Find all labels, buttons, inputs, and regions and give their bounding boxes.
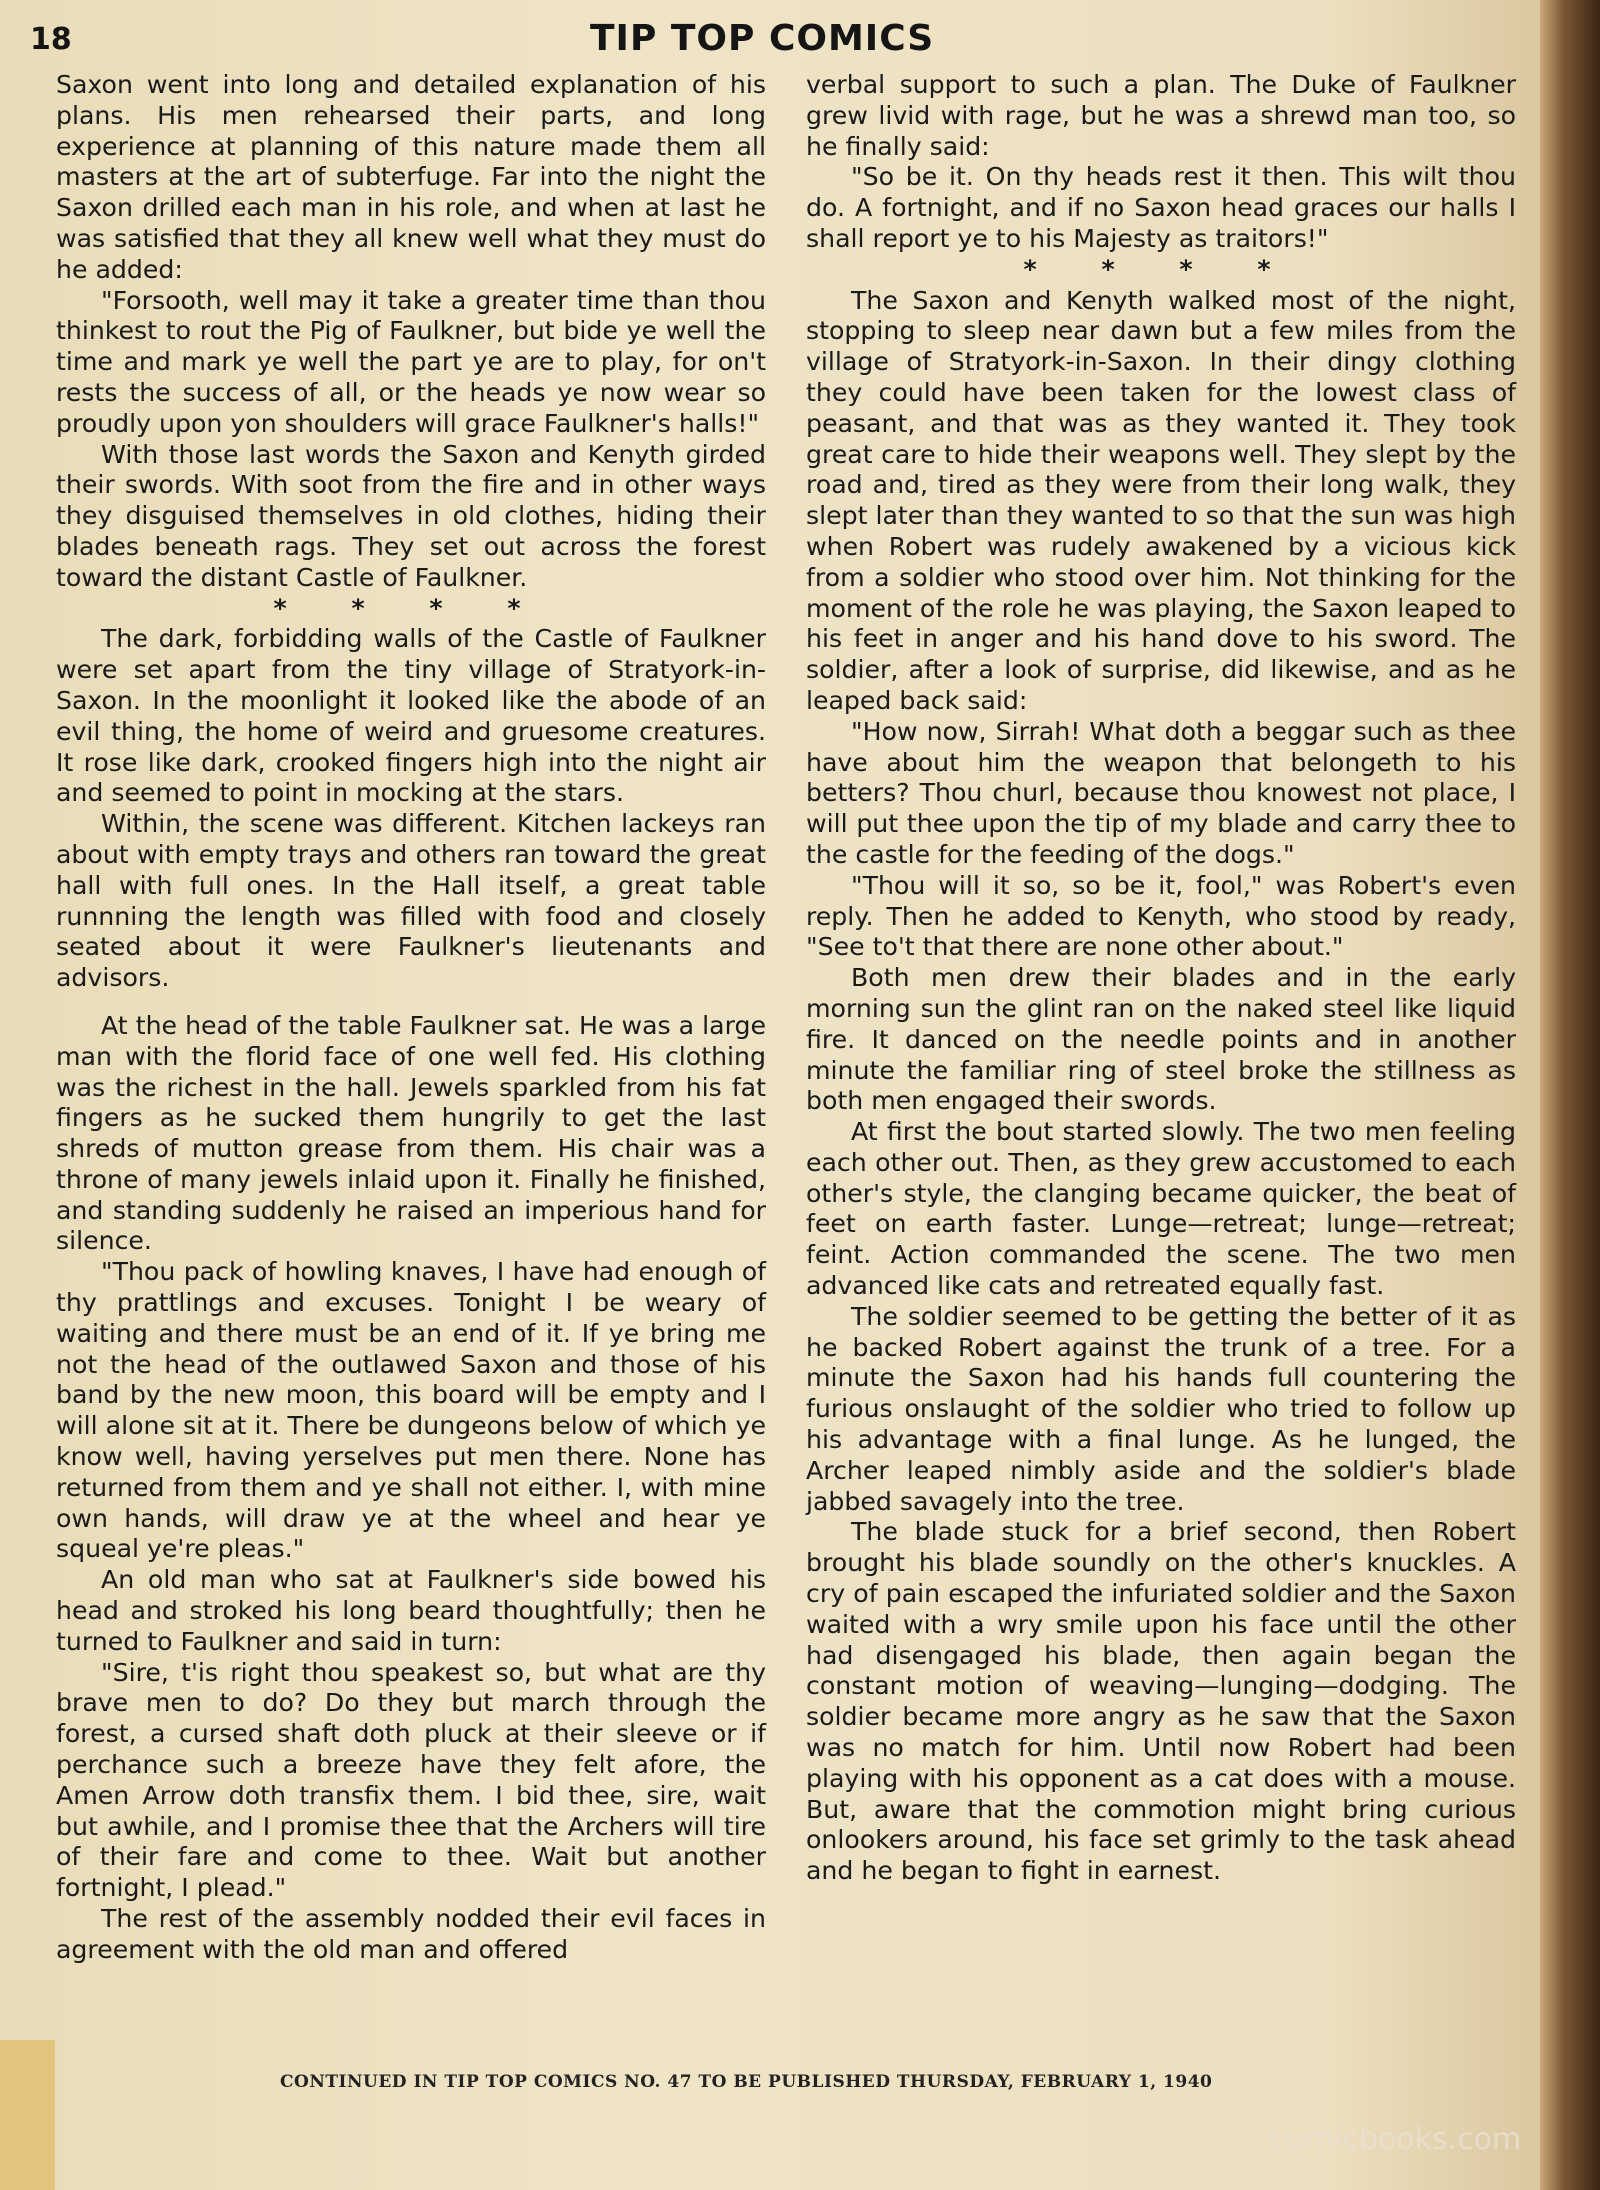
paragraph: "So be it. On thy heads rest it then. This wilt thou do. A fortnight, and if no Saxon head graces our halls I shall report ye to his Majesty as traitors!" xyxy=(806,162,1516,253)
paragraph: The Saxon and Kenyth walked most of the night, stopping to sleep near dawn but a few miles from the village of Stratyork-in-Saxon. In their dingy clothing they could have been taken for the lowest class of peasant, and that was as they wanted it. They took great care to hide their weapons well. They slept by the road and, tired as they were from their long walk, they slept later than they wanted to so that the sun was high when Robert was rudely awakened by a vicious kick from a soldier who stood over him. Not thinking for the moment of the role he was playing, the Saxon leaped to his feet in anger and his hand dove to his sword. The soldier, after a look of surprise, did likewise, and as he leaped back said: xyxy=(806,285,1516,715)
continued-notice: CONTINUED IN TIP TOP COMICS NO. 47 TO BE PUBLISHED THURSDAY, FEBRUARY 1, 1940 xyxy=(280,2072,1213,2092)
paragraph: "Forsooth, well may it take a greater time than thou thinkest to rout the Pig of Faulkner, but bide ye well the time and mark ye well the part ye are to play, for on't rests the success of all, or the heads ye now wear so proudly upon yon shoulders will grace Faulkner's halls!" xyxy=(56,285,766,438)
section-separator: * * * * xyxy=(1023,254,1299,284)
paragraph: Both men drew their blades and in the early morning sun the glint ran on the naked steel like liquid fire. It danced on the needle points and in another minute the familiar ring of steel broke the stillness as both men engaged their swords. xyxy=(806,963,1516,1116)
paragraph: The soldier seemed to be getting the better of it as he backed Robert against the trunk of a tree. For a minute the Saxon had his hands full countering the furious onslaught of the soldier who tried to follow up his advantage with a final lunge. As he lunged, the Archer leaped nimbly aside and the soldier's blade jabbed savagely into the tree. xyxy=(806,1301,1516,1516)
page-edge xyxy=(1540,0,1600,2190)
paragraph: verbal support to such a plan. The Duke of Faulkner grew livid with rage, but he was a shrewd man too, so he finally said: xyxy=(806,70,1516,161)
paragraph: At the head of the table Faulkner sat. He was a large man with the florid face of one well fed. His clothing was the richest in the hall. Jewels sparkled from his fat fingers as he sucked them hungrily to get the last shreds of mutton grease from them. His chair was a throne of many jewels inlaid upon it. Finally he finished, and standing suddenly he raised an imperious hand for silence. xyxy=(56,1010,766,1256)
paragraph: At first the bout started slowly. The two men feeling each other out. Then, as they grew accustomed to each other's style, the clanging became quicker, the beat of feet on earth faster. Lunge—retreat; lunge—retreat; feint. Action commanded the scene. The two men advanced like cats and retreated equally fast. xyxy=(806,1117,1516,1301)
running-title: TIP TOP COMICS xyxy=(590,18,935,59)
paragraph: With those last words the Saxon and Kenyth girded their swords. With soot from the fire and in other ways they disguised themselves in old clothes, hiding their blades beneath rags. They set out across the forest toward the distant Castle of Faulkner. xyxy=(56,439,766,592)
paragraph: "Thou pack of howling knaves, I have had enough of thy prattlings and excuses. Tonight I be weary of waiting and there must be an end of it. If ye bring me not the head of the outlawed Saxon and those of his band by the new moon, this board will be empty and I will alone sit at it. There be dungeons below of which ye know well, having yerselves put men there. None has returned from them and ye shall not either. I, with mine own hands, will draw ye at the wheel and hear ye squeal ye're pleas." xyxy=(56,1257,766,1564)
paragraph: The rest of the assembly nodded their evil faces in agreement with the old man and offered xyxy=(56,1904,766,1964)
paragraph: "How now, Sirrah! What doth a beggar such as thee have about him the weapon that belongeth to his betters? Thou churl, because thou knowest not place, I will put thee upon the tip of my blade and carry thee to the castle for the feeding of the dogs." xyxy=(806,716,1516,869)
text-column-left xyxy=(56,70,766,2068)
watermark: comicbooks.com xyxy=(1270,2122,1522,2157)
paragraph: Within, the scene was different. Kitchen lackeys ran about with empty trays and others ran toward the great hall with full ones. In the Hall itself, a great table runnning the length was filled with food and closely seated about it were Faulkner's lieutenants and advisors. xyxy=(56,809,766,993)
paragraph: An old man who sat at Faulkner's side bowed his head and stroked his long beard thoughtfully; then he turned to Faulkner and said in turn: xyxy=(56,1565,766,1656)
paragraph: Saxon went into long and detailed explanation of his plans. His men rehearsed their parts, and long experience at planning of this nature made them all masters at the art of subterfuge. Far into the night the Saxon drilled each man in his role, and when at last he was satisfied that they all knew well what they must do he added: xyxy=(56,70,766,284)
paragraph: "Thou will it so, so be it, fool," was Robert's even reply. Then he added to Kenyth, who stood by ready, "See to't that there are none other about." xyxy=(806,870,1516,962)
page-stain xyxy=(0,2040,55,2190)
paragraph: The dark, forbidding walls of the Castle of Faulkner were set apart from the tiny village of Stratyork-in-Saxon. In the moonlight it looked like the abode of an evil thing, the home of weird and gruesome creatures. It rose like dark, crooked fingers high into the night air and seemed to point in mocking at the stars. xyxy=(56,624,766,808)
paragraph: "Sire, t'is right thou speakest so, but what are thy brave men to do? Do they but march through the forest, a cursed shaft doth pluck at their sleeve or if perchance such a breeze have they felt afore, the Amen Arrow doth transfix them. I bid thee, sire, wait but awhile, and I promise thee that the Archers will tire of their fare and come to thee. Wait but another fortnight, I plead." xyxy=(56,1657,766,1903)
page-number: 18 xyxy=(30,22,72,57)
text-column-right xyxy=(806,70,1516,2068)
section-separator: * * * * xyxy=(273,593,549,623)
paragraph: The blade stuck for a brief second, then Robert brought his blade soundly on the other's knuckles. A cry of pain escaped the infuriated soldier and the Saxon waited with a wry smile upon his face until the other had disengaged his blade, then again began the constant motion of weaving—lunging—dodging. The soldier became more angry as he saw that the Saxon was no match for him. Until now Robert had been playing with his opponent as a cat does with a mouse. But, aware that the commotion might bring curious onlookers around, his face set grimly to the task ahead and he began to fight in earnest. xyxy=(806,1517,1516,1886)
